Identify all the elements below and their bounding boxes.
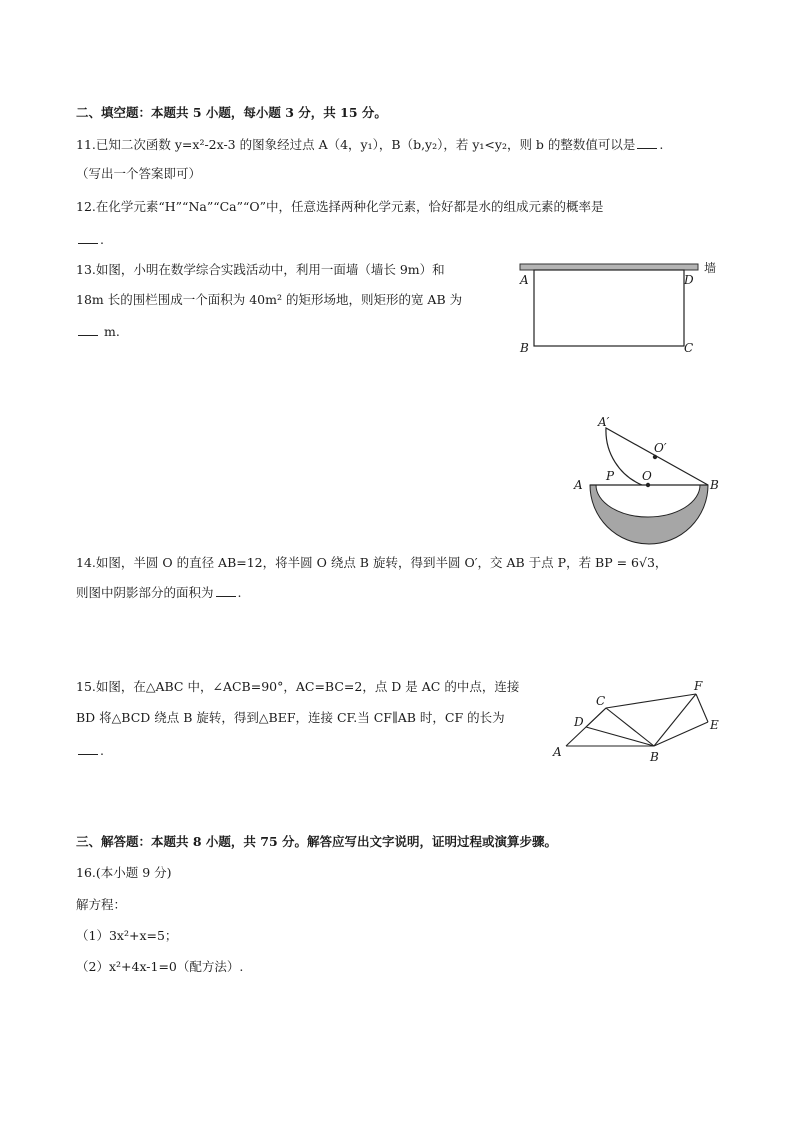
shaded-region xyxy=(590,485,708,544)
question-16-intro: 解方程： xyxy=(76,897,127,912)
answer-blank[interactable] xyxy=(78,323,98,336)
question-11-line-2: （写出一个答案即可） xyxy=(76,166,202,181)
section-3-heading: 三、解答题：本题共 8 小题，共 75 分。解答应写出文字说明，证明过程或演算步骤。 xyxy=(76,834,558,849)
question-15-line-1: 15.如图，在△ABC 中，∠ACB=90°，AC=BC=2，点 D 是 AC 的中点，连接 xyxy=(76,679,520,694)
answer-blank[interactable] xyxy=(216,584,236,597)
label-d: D xyxy=(574,715,584,729)
question-15-line-2: BD 将△BCD 绕点 B 旋转，得到△BEF，连接 CF.当 CF∥AB 时，CF 的长为 xyxy=(76,710,505,725)
question-11-text: 11.已知二次函数 y=x²-2x-3 的图象经过点 A（4，y₁），B（b,y₂），若 y₁<y₂，则 b 的整数值可以是 xyxy=(76,137,636,152)
label-c: C xyxy=(596,694,606,708)
label-b: B xyxy=(650,750,659,764)
question-16-title: 16.(本小题 9 分) xyxy=(76,865,172,880)
label-a: A xyxy=(520,273,529,287)
q14-semicircle-figure xyxy=(566,410,726,545)
label-a-prime: A′ xyxy=(598,415,610,429)
question-14-line-2: 则图中阴影部分的面积为 . xyxy=(76,585,242,600)
question-16-part-1: （1）3x²+x=5； xyxy=(76,928,178,943)
label-e: E xyxy=(710,718,719,732)
rectangle-abcd xyxy=(534,270,684,346)
question-13-line-3: m. xyxy=(76,323,120,341)
question-16-part-2: （2）x²+4x-1=0（配方法）. xyxy=(76,959,244,974)
wall-bar xyxy=(520,264,698,270)
question-13-line-2: 18m 长的围栏围成一个面积为 40m² 的矩形场地，则矩形的宽 AB 为 xyxy=(76,292,463,307)
q15-triangle-figure xyxy=(548,676,728,768)
label-d: D xyxy=(684,273,694,287)
answer-blank[interactable] xyxy=(637,136,657,149)
label-a: A xyxy=(553,745,562,759)
label-f: F xyxy=(694,679,703,693)
answer-blank[interactable] xyxy=(78,231,98,244)
question-12-line-2: . xyxy=(76,231,104,249)
question-11-line-1: 11.已知二次函数 y=x²-2x-3 的图象经过点 A（4，y₁），B（b,y₂），若 y₁<y₂，则 b 的整数值可以是 . xyxy=(76,137,664,152)
section-2-heading: 二、填空题：本题共 5 小题，每小题 3 分，共 15 分。 xyxy=(76,105,387,120)
label-b: B xyxy=(520,341,529,355)
wall-label: 墙 xyxy=(704,261,717,275)
answer-blank[interactable] xyxy=(78,742,98,755)
label-o: O xyxy=(642,469,652,483)
question-12-line-1: 12.在化学元素“H”“Na”“Ca”“O”中，任意选择两种化学元素，恰好都是水的组成元素的概率是 xyxy=(76,199,604,214)
question-13-line-1: 13.如图，小明在数学综合实践活动中，利用一面墙（墙长 9m）和 xyxy=(76,262,445,277)
q13-rectangle-figure xyxy=(512,256,732,361)
question-15-line-3: . xyxy=(76,742,104,760)
label-p: P xyxy=(606,469,615,483)
label-b: B xyxy=(710,478,719,492)
point-o xyxy=(646,483,650,487)
point-o-prime xyxy=(653,455,657,459)
question-14-line-1: 14.如图，半圆 O 的直径 AB=12，将半圆 O 绕点 B 旋转，得到半圆 O′，交 AB 于点 P，若 BP = 6√3， xyxy=(76,555,668,570)
label-o-prime: O′ xyxy=(654,441,667,455)
label-a: A xyxy=(574,478,583,492)
label-c: C xyxy=(684,341,694,355)
